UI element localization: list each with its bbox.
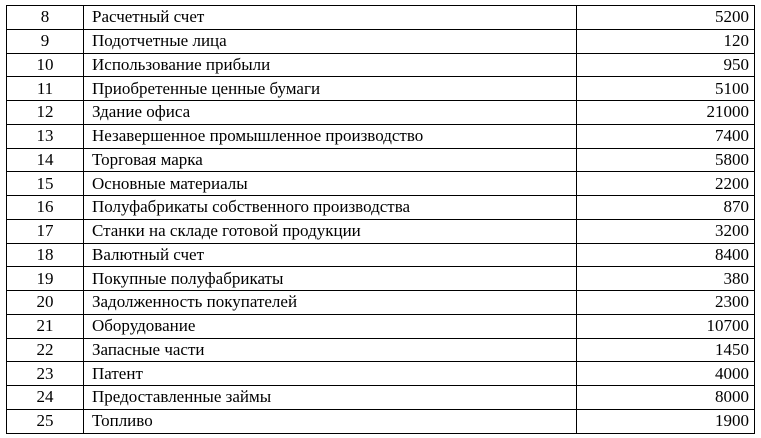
table-row bbox=[7, 314, 755, 338]
row-number: 20 bbox=[7, 291, 84, 315]
item-name: Предоставленные займы bbox=[84, 386, 577, 410]
item-value: 380 bbox=[577, 267, 755, 291]
row-number: 22 bbox=[7, 338, 84, 362]
item-name: Незавершенное промышленное производство bbox=[84, 124, 577, 148]
row-number: 19 bbox=[7, 267, 84, 291]
table-row bbox=[7, 219, 755, 243]
item-name: Патент bbox=[84, 362, 577, 386]
table-row bbox=[7, 77, 755, 101]
item-value: 870 bbox=[577, 196, 755, 220]
row-number: 14 bbox=[7, 148, 84, 172]
row-number: 23 bbox=[7, 362, 84, 386]
item-value: 8000 bbox=[577, 386, 755, 410]
row-number: 25 bbox=[7, 409, 84, 433]
item-name: Приобретенные ценные бумаги bbox=[84, 77, 577, 101]
table-row bbox=[7, 291, 755, 315]
table-row bbox=[7, 101, 755, 125]
row-number: 12 bbox=[7, 101, 84, 125]
row-number: 15 bbox=[7, 172, 84, 196]
item-value: 2300 bbox=[577, 291, 755, 315]
item-value: 5200 bbox=[577, 6, 755, 30]
row-number: 13 bbox=[7, 124, 84, 148]
item-value: 8400 bbox=[577, 243, 755, 267]
item-name: Полуфабрикаты собственного производства bbox=[84, 196, 577, 220]
item-value: 1450 bbox=[577, 338, 755, 362]
item-value: 4000 bbox=[577, 362, 755, 386]
item-value: 120 bbox=[577, 29, 755, 53]
document-sheet bbox=[6, 5, 754, 434]
item-value: 2200 bbox=[577, 172, 755, 196]
item-value: 7400 bbox=[577, 124, 755, 148]
item-name: Основные материалы bbox=[84, 172, 577, 196]
item-name: Оборудование bbox=[84, 314, 577, 338]
table-row bbox=[7, 409, 755, 433]
item-value: 5100 bbox=[577, 77, 755, 101]
item-value: 10700 bbox=[577, 314, 755, 338]
item-name: Здание офиса bbox=[84, 101, 577, 125]
item-value: 5800 bbox=[577, 148, 755, 172]
row-number: 11 bbox=[7, 77, 84, 101]
table-row bbox=[7, 386, 755, 410]
item-name: Топливо bbox=[84, 409, 577, 433]
item-name: Подотчетные лица bbox=[84, 29, 577, 53]
item-value: 21000 bbox=[577, 101, 755, 125]
table-row bbox=[7, 124, 755, 148]
item-name: Задолженность покупателей bbox=[84, 291, 577, 315]
item-name: Станки на складе готовой продукции bbox=[84, 219, 577, 243]
accounts-table bbox=[6, 5, 755, 434]
row-number: 24 bbox=[7, 386, 84, 410]
item-value: 950 bbox=[577, 53, 755, 77]
row-number: 18 bbox=[7, 243, 84, 267]
item-name: Запасные части bbox=[84, 338, 577, 362]
table-row bbox=[7, 338, 755, 362]
item-name: Расчетный счет bbox=[84, 6, 577, 30]
item-value: 3200 bbox=[577, 219, 755, 243]
row-number: 21 bbox=[7, 314, 84, 338]
item-value: 1900 bbox=[577, 409, 755, 433]
item-name: Покупные полуфабрикаты bbox=[84, 267, 577, 291]
table-row bbox=[7, 29, 755, 53]
row-number: 16 bbox=[7, 196, 84, 220]
table-row bbox=[7, 148, 755, 172]
item-name: Использование прибыли bbox=[84, 53, 577, 77]
table-row bbox=[7, 172, 755, 196]
table-row bbox=[7, 267, 755, 291]
item-name: Валютный счет bbox=[84, 243, 577, 267]
table-body bbox=[7, 6, 755, 434]
table-row bbox=[7, 6, 755, 30]
table-row bbox=[7, 53, 755, 77]
table-row bbox=[7, 362, 755, 386]
row-number: 10 bbox=[7, 53, 84, 77]
table-row bbox=[7, 196, 755, 220]
item-name: Торговая марка bbox=[84, 148, 577, 172]
row-number: 17 bbox=[7, 219, 84, 243]
row-number: 8 bbox=[7, 6, 84, 30]
row-number: 9 bbox=[7, 29, 84, 53]
table-row bbox=[7, 243, 755, 267]
